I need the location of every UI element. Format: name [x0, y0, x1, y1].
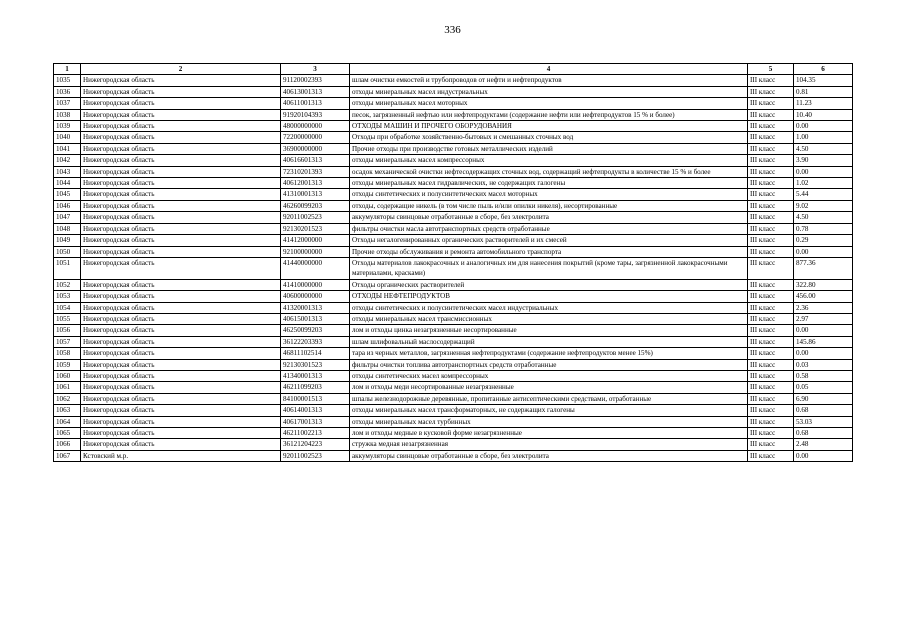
region-cell: Нижегородская область [81, 257, 281, 279]
region-cell: Нижегородская область [81, 336, 281, 347]
waste-name-cell: песок, загрязненный нефтью или нефтепродуктами (содержание нефти или нефтепродуктов 15 % и более) [350, 109, 748, 120]
region-cell: Нижегородская область [81, 439, 281, 450]
hazard-class-cell: III класс [748, 428, 794, 439]
waste-code-cell: 40600000000 [281, 291, 350, 302]
amount-cell: 2.36 [794, 302, 853, 313]
row-number-cell: 1056 [54, 325, 81, 336]
waste-code-cell: 41440000000 [281, 257, 350, 279]
waste-code-cell: 40615001313 [281, 313, 350, 324]
waste-name-cell: Прочие отходы обслуживания и ремонта автомобильного транспорта [350, 246, 748, 257]
hazard-class-cell: III класс [748, 405, 794, 416]
waste-name-cell: ОТХОДЫ МАШИН И ПРОЧЕГО ОБОРУДОВАНИЯ [350, 121, 748, 132]
hazard-class-cell: III класс [748, 450, 794, 461]
waste-table [53, 63, 853, 462]
amount-cell: 0.58 [794, 370, 853, 381]
row-number-cell: 1050 [54, 246, 81, 257]
amount-cell: 4.50 [794, 143, 853, 154]
row-number-cell: 1044 [54, 178, 81, 189]
table-row [54, 439, 853, 450]
table-row [54, 370, 853, 381]
region-cell: Нижегородская область [81, 416, 281, 427]
amount-cell: 0.78 [794, 223, 853, 234]
hazard-class-cell: III класс [748, 370, 794, 381]
hazard-class-cell: III класс [748, 348, 794, 359]
waste-name-cell: лом и отходы медные в кусковой форме незагрязненные [350, 428, 748, 439]
table-row [54, 166, 853, 177]
amount-cell: 10.40 [794, 109, 853, 120]
waste-code-cell: 46260099203 [281, 200, 350, 211]
region-cell: Нижегородская область [81, 382, 281, 393]
hazard-class-cell: III класс [748, 86, 794, 97]
hazard-class-cell: III класс [748, 143, 794, 154]
row-number-cell: 1063 [54, 405, 81, 416]
waste-code-cell: 36900000000 [281, 143, 350, 154]
waste-code-cell: 92130301523 [281, 359, 350, 370]
region-cell: Нижегородская область [81, 223, 281, 234]
region-cell: Нижегородская область [81, 359, 281, 370]
row-number-cell: 1035 [54, 75, 81, 86]
waste-code-cell: 92100000000 [281, 246, 350, 257]
hazard-class-cell: III класс [748, 189, 794, 200]
amount-cell: 53.03 [794, 416, 853, 427]
table-row [54, 393, 853, 404]
table-row [54, 348, 853, 359]
table-row [54, 382, 853, 393]
waste-code-cell: 41412000000 [281, 235, 350, 246]
waste-name-cell: отходы минеральных масел компрессорных [350, 155, 748, 166]
page-number: 336 [444, 24, 461, 36]
waste-name-cell: отходы, содержащие никель (в том числе пыль и/или опилки никеля), несортированные [350, 200, 748, 211]
region-cell: Нижегородская область [81, 313, 281, 324]
hazard-class-cell: III класс [748, 235, 794, 246]
table-row [54, 359, 853, 370]
waste-name-cell: шлам очистки емкостей и трубопроводов от нефти и нефтепродуктов [350, 75, 748, 86]
table-row [54, 189, 853, 200]
table-row [54, 121, 853, 132]
region-cell: Кстовский м.р. [81, 450, 281, 461]
row-number-cell: 1065 [54, 428, 81, 439]
hazard-class-cell: III класс [748, 302, 794, 313]
region-cell: Нижегородская область [81, 75, 281, 86]
region-cell: Нижегородская область [81, 143, 281, 154]
region-cell: Нижегородская область [81, 189, 281, 200]
amount-cell: 6.90 [794, 393, 853, 404]
hazard-class-cell: III класс [748, 325, 794, 336]
row-number-cell: 1038 [54, 109, 81, 120]
waste-name-cell: отходы минеральных масел турбинных [350, 416, 748, 427]
waste-name-cell: Отходы негалогенированных органических растворителей и их смесей [350, 235, 748, 246]
hazard-class-cell: III класс [748, 212, 794, 223]
row-number-cell: 1066 [54, 439, 81, 450]
amount-cell: 1.02 [794, 178, 853, 189]
row-number-cell: 1046 [54, 200, 81, 211]
hazard-class-cell: III класс [748, 336, 794, 347]
region-cell: Нижегородская область [81, 86, 281, 97]
hazard-class-cell: III класс [748, 223, 794, 234]
waste-code-cell: 72200000000 [281, 132, 350, 143]
region-cell: Нижегородская область [81, 348, 281, 359]
region-cell: Нижегородская область [81, 98, 281, 109]
table-row [54, 212, 853, 223]
region-cell: Нижегородская область [81, 302, 281, 313]
row-number-cell: 1057 [54, 336, 81, 347]
waste-code-cell: 91920104393 [281, 109, 350, 120]
column-header: 6 [794, 64, 853, 75]
row-number-cell: 1064 [54, 416, 81, 427]
row-number-cell: 1051 [54, 257, 81, 279]
table-row [54, 155, 853, 166]
table-row [54, 291, 853, 302]
waste-code-cell: 40617001313 [281, 416, 350, 427]
hazard-class-cell: III класс [748, 166, 794, 177]
table-row [54, 98, 853, 109]
waste-name-cell: фильтры очистки топлива автотранспортных средств отработанные [350, 359, 748, 370]
waste-name-cell: отходы минеральных масел трансмиссионных [350, 313, 748, 324]
waste-name-cell: стружка медная незагрязненная [350, 439, 748, 450]
waste-code-cell: 92011002523 [281, 212, 350, 223]
amount-cell: 0.03 [794, 359, 853, 370]
waste-code-cell: 36121204223 [281, 439, 350, 450]
region-cell: Нижегородская область [81, 428, 281, 439]
hazard-class-cell: III класс [748, 416, 794, 427]
hazard-class-cell: III класс [748, 98, 794, 109]
region-cell: Нижегородская область [81, 166, 281, 177]
amount-cell: 11.23 [794, 98, 853, 109]
row-number-cell: 1054 [54, 302, 81, 313]
region-cell: Нижегородская область [81, 405, 281, 416]
amount-cell: 0.00 [794, 450, 853, 461]
waste-code-cell: 41410000000 [281, 279, 350, 290]
region-cell: Нижегородская область [81, 279, 281, 290]
amount-cell: 322.80 [794, 279, 853, 290]
waste-name-cell: отходы синтетических и полусинтетических масел моторных [350, 189, 748, 200]
amount-cell: 0.81 [794, 86, 853, 97]
waste-name-cell: шпалы железнодорожные деревянные, пропитанные антисептическими средствами, отработанные [350, 393, 748, 404]
waste-code-cell: 92130201523 [281, 223, 350, 234]
waste-name-cell: отходы минеральных масел индустриальных [350, 86, 748, 97]
hazard-class-cell: III класс [748, 439, 794, 450]
hazard-class-cell: III класс [748, 121, 794, 132]
waste-code-cell: 41310001313 [281, 189, 350, 200]
table-row [54, 178, 853, 189]
row-number-cell: 1036 [54, 86, 81, 97]
waste-name-cell: ОТХОДЫ НЕФТЕПРОДУКТОВ [350, 291, 748, 302]
table-row [54, 200, 853, 211]
waste-code-cell: 36122203393 [281, 336, 350, 347]
column-header: 3 [281, 64, 350, 75]
hazard-class-cell: III класс [748, 155, 794, 166]
amount-cell: 0.68 [794, 428, 853, 439]
amount-cell: 0.00 [794, 121, 853, 132]
region-cell: Нижегородская область [81, 393, 281, 404]
hazard-class-cell: III класс [748, 313, 794, 324]
table-row [54, 313, 853, 324]
table-row [54, 132, 853, 143]
waste-code-cell: 40611001313 [281, 98, 350, 109]
amount-cell: 2.97 [794, 313, 853, 324]
hazard-class-cell: III класс [748, 382, 794, 393]
amount-cell: 1.00 [794, 132, 853, 143]
row-number-cell: 1039 [54, 121, 81, 132]
row-number-cell: 1049 [54, 235, 81, 246]
row-number-cell: 1055 [54, 313, 81, 324]
row-number-cell: 1059 [54, 359, 81, 370]
row-number-cell: 1047 [54, 212, 81, 223]
hazard-class-cell: III класс [748, 279, 794, 290]
table-row [54, 235, 853, 246]
hazard-class-cell: III класс [748, 291, 794, 302]
amount-cell: 5.44 [794, 189, 853, 200]
region-cell: Нижегородская область [81, 200, 281, 211]
hazard-class-cell: III класс [748, 178, 794, 189]
amount-cell: 0.05 [794, 382, 853, 393]
region-cell: Нижегородская область [81, 155, 281, 166]
waste-name-cell: отходы минеральных масел трансформаторных, не содержащих галогены [350, 405, 748, 416]
region-cell: Нижегородская область [81, 178, 281, 189]
row-number-cell: 1041 [54, 143, 81, 154]
waste-name-cell: отходы синтетических масел компрессорных [350, 370, 748, 381]
amount-cell: 0.00 [794, 246, 853, 257]
waste-name-cell: отходы минеральных масел гидравлических, не содержащих галогены [350, 178, 748, 189]
amount-cell: 0.29 [794, 235, 853, 246]
region-cell: Нижегородская область [81, 121, 281, 132]
waste-code-cell: 48000000000 [281, 121, 350, 132]
waste-code-cell: 40612001313 [281, 178, 350, 189]
table-row [54, 109, 853, 120]
row-number-cell: 1060 [54, 370, 81, 381]
hazard-class-cell: III класс [748, 359, 794, 370]
region-cell: Нижегородская область [81, 109, 281, 120]
waste-code-cell: 40616601313 [281, 155, 350, 166]
waste-code-cell: 92011002523 [281, 450, 350, 461]
waste-code-cell: 40614001313 [281, 405, 350, 416]
waste-name-cell: отходы минеральных масел моторных [350, 98, 748, 109]
region-cell: Нижегородская область [81, 212, 281, 223]
amount-cell: 0.68 [794, 405, 853, 416]
amount-cell: 4.50 [794, 212, 853, 223]
row-number-cell: 1045 [54, 189, 81, 200]
table-row [54, 302, 853, 313]
amount-cell: 0.00 [794, 325, 853, 336]
table-header-row [54, 64, 853, 75]
waste-name-cell: Отходы материалов лакокрасочных и аналогичных им для нанесения покрытий (кроме тары, загрязненной лакокрасочными материалами, красками) [350, 257, 748, 279]
table-row [54, 257, 853, 279]
waste-code-cell: 41340001313 [281, 370, 350, 381]
amount-cell: 0.00 [794, 166, 853, 177]
region-cell: Нижегородская область [81, 235, 281, 246]
waste-name-cell: шлам шлифовальный маслосодержащий [350, 336, 748, 347]
table-row [54, 416, 853, 427]
hazard-class-cell: III класс [748, 75, 794, 86]
waste-name-cell: тара из черных металлов, загрязненная нефтепродуктами (содержание нефтепродуктов менее 15%) [350, 348, 748, 359]
waste-code-cell: 84100001513 [281, 393, 350, 404]
hazard-class-cell: III класс [748, 246, 794, 257]
row-number-cell: 1037 [54, 98, 81, 109]
amount-cell: 456.00 [794, 291, 853, 302]
waste-code-cell: 40613001313 [281, 86, 350, 97]
row-number-cell: 1061 [54, 382, 81, 393]
amount-cell: 104.35 [794, 75, 853, 86]
table-row [54, 405, 853, 416]
amount-cell: 145.86 [794, 336, 853, 347]
row-number-cell: 1043 [54, 166, 81, 177]
waste-code-cell: 46250099203 [281, 325, 350, 336]
amount-cell: 877.36 [794, 257, 853, 279]
amount-cell: 2.48 [794, 439, 853, 450]
amount-cell: 9.02 [794, 200, 853, 211]
hazard-class-cell: III класс [748, 132, 794, 143]
table-row [54, 428, 853, 439]
hazard-class-cell: III класс [748, 393, 794, 404]
column-header: 4 [350, 64, 748, 75]
waste-code-cell: 72310201393 [281, 166, 350, 177]
amount-cell: 0.00 [794, 348, 853, 359]
region-cell: Нижегородская область [81, 132, 281, 143]
waste-name-cell: лом и отходы меди несортированные незагрязненные [350, 382, 748, 393]
hazard-class-cell: III класс [748, 200, 794, 211]
table-row [54, 325, 853, 336]
row-number-cell: 1042 [54, 155, 81, 166]
table-row [54, 223, 853, 234]
hazard-class-cell: III класс [748, 109, 794, 120]
waste-name-cell: Отходы при обработке хозяйственно-бытовых и смешанных сточных вод [350, 132, 748, 143]
waste-name-cell: аккумуляторы свинцовые отработанные в сборе, без электролита [350, 212, 748, 223]
row-number-cell: 1067 [54, 450, 81, 461]
row-number-cell: 1040 [54, 132, 81, 143]
waste-code-cell: 41320001313 [281, 302, 350, 313]
hazard-class-cell: III класс [748, 257, 794, 279]
column-header: 2 [81, 64, 281, 75]
row-number-cell: 1052 [54, 279, 81, 290]
region-cell: Нижегородская область [81, 370, 281, 381]
column-header: 5 [748, 64, 794, 75]
table-row [54, 143, 853, 154]
row-number-cell: 1062 [54, 393, 81, 404]
waste-name-cell: фильтры очистки масла автотранспортных средств отработанные [350, 223, 748, 234]
waste-code-cell: 46811102514 [281, 348, 350, 359]
waste-code-cell: 46211002213 [281, 428, 350, 439]
column-header: 1 [54, 64, 81, 75]
table-row [54, 86, 853, 97]
row-number-cell: 1053 [54, 291, 81, 302]
row-number-cell: 1048 [54, 223, 81, 234]
row-number-cell: 1058 [54, 348, 81, 359]
waste-code-cell: 46211099203 [281, 382, 350, 393]
table-row [54, 450, 853, 461]
table-row [54, 75, 853, 86]
waste-code-cell: 91120002393 [281, 75, 350, 86]
table-row [54, 279, 853, 290]
waste-name-cell: осадок механической очистки нефтесодержащих сточных вод, содержащий нефтепродукты в количестве 15 % и более [350, 166, 748, 177]
waste-name-cell: отходы синтетических и полусинтетических масел индустриальных [350, 302, 748, 313]
waste-name-cell: Прочие отходы при производстве готовых металлических изделий [350, 143, 748, 154]
table-row [54, 246, 853, 257]
waste-name-cell: Отходы органических растворителей [350, 279, 748, 290]
region-cell: Нижегородская область [81, 325, 281, 336]
waste-name-cell: лом и отходы цинка незагрязненные несортированные [350, 325, 748, 336]
waste-name-cell: аккумуляторы свинцовые отработанные в сборе, без электролита [350, 450, 748, 461]
table-row [54, 336, 853, 347]
region-cell: Нижегородская область [81, 291, 281, 302]
region-cell: Нижегородская область [81, 246, 281, 257]
amount-cell: 3.90 [794, 155, 853, 166]
